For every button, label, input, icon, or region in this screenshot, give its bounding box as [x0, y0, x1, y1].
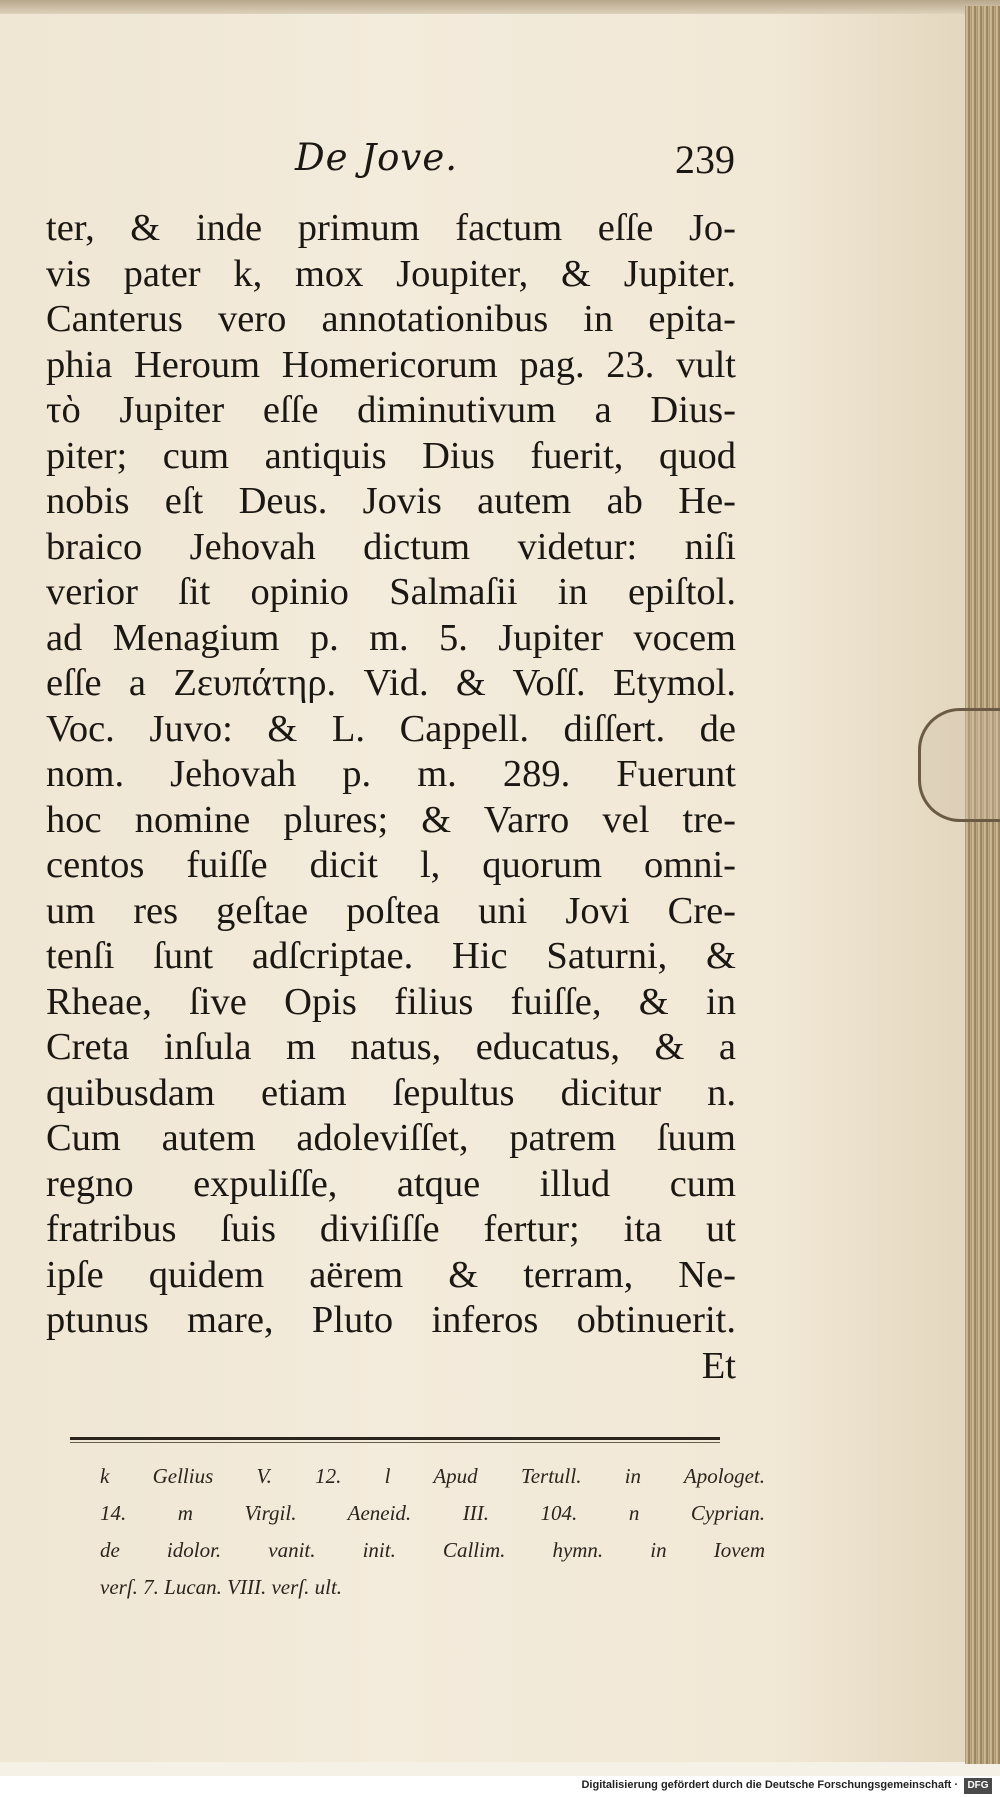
page-header — [295, 136, 735, 196]
body-line: phia Heroum Homericorum pag. 23. vult — [46, 343, 736, 386]
body-line: regno expuliſſe, atque illud cum — [46, 1162, 736, 1205]
footnotes — [100, 1458, 765, 1606]
body-line: nobis eſt Deus. Jovis autem ab He- — [46, 480, 736, 522]
body-line: ptunus mare, Pluto inferos obtinuerit. — [46, 1299, 736, 1341]
body-text — [46, 206, 736, 1389]
body-line: ad Menagium p. m. 5. Jupiter vocem — [46, 616, 736, 659]
body-line: τὸ Jupiter eſſe diminutivum a Dius- — [46, 389, 736, 431]
body-line: ter, & inde primum factum eſſe Jo- — [46, 207, 736, 249]
body-line: vis pater k, mox Joupiter, & Jupiter. — [46, 252, 736, 295]
digitization-credit-bar — [0, 1776, 1000, 1797]
footnote-line: k Gellius V. 12. l Apud Tertull. in Apologet. — [100, 1464, 765, 1488]
body-line: Canterus vero annotationibus in epita- — [46, 298, 736, 340]
footnote-line: 14. m Virgil. Aeneid. III. 104. n Cyprian. — [100, 1501, 765, 1525]
body-line: Rheae, ſive Opis filius fuiſſe, & in — [46, 980, 736, 1023]
body-line: verior ſit opinio Salmaſii in epiſtol. — [46, 571, 736, 613]
body-line: centos fuiſſe dicit l, quorum omni- — [46, 844, 736, 886]
body-line: quibusdam etiam ſepultus dicitur n. — [46, 1071, 736, 1114]
body-line: Creta inſula m natus, educatus, & a — [46, 1026, 736, 1068]
body-line: nom. Jehovah p. m. 289. Fuerunt — [46, 753, 736, 795]
dfg-logo: DFG — [964, 1778, 992, 1794]
page-edges-stack — [965, 6, 1000, 1764]
body-line: ipſe quidem aërem & terram, Ne- — [46, 1253, 736, 1296]
page-clip — [918, 708, 1000, 822]
page-number: 239 — [675, 137, 735, 182]
page-top-edge — [0, 0, 1000, 14]
running-head: De Jove. — [295, 136, 458, 179]
body-line: piter; cum antiquis Dius fuerit, quod — [46, 434, 736, 477]
body-line: eſſe a Ζευπάτηρ. Vid. & Voſſ. Etymol. — [46, 662, 736, 704]
catchword: Et — [701, 1344, 736, 1387]
footnote-line: de idolor. vanit. init. Callim. hymn. in Iovem — [100, 1538, 765, 1562]
credit-text: Digitalisierung gefördert durch die Deutsche Forschungsgemeinschaft · — [581, 1779, 958, 1791]
footnote-line: verſ. 7. Lucan. VIII. verſ. ult. — [100, 1575, 343, 1599]
body-line: Cum autem adoleviſſet, patrem ſuum — [46, 1117, 736, 1159]
footnote-rule — [70, 1437, 720, 1440]
body-line: fratribus ſuis diviſiſſe fertur; ita ut — [46, 1208, 736, 1250]
body-line: um res geſtae poſtea uni Jovi Cre- — [46, 889, 736, 932]
body-line: braico Jehovah dictum videtur: niſi — [46, 525, 736, 568]
body-line: hoc nomine plures; & Varro vel tre- — [46, 798, 736, 841]
body-line: Voc. Juvo: & L. Cappell. diſſert. de — [46, 707, 736, 750]
body-line: tenſi ſunt adſcriptae. Hic Saturni, & — [46, 935, 736, 977]
